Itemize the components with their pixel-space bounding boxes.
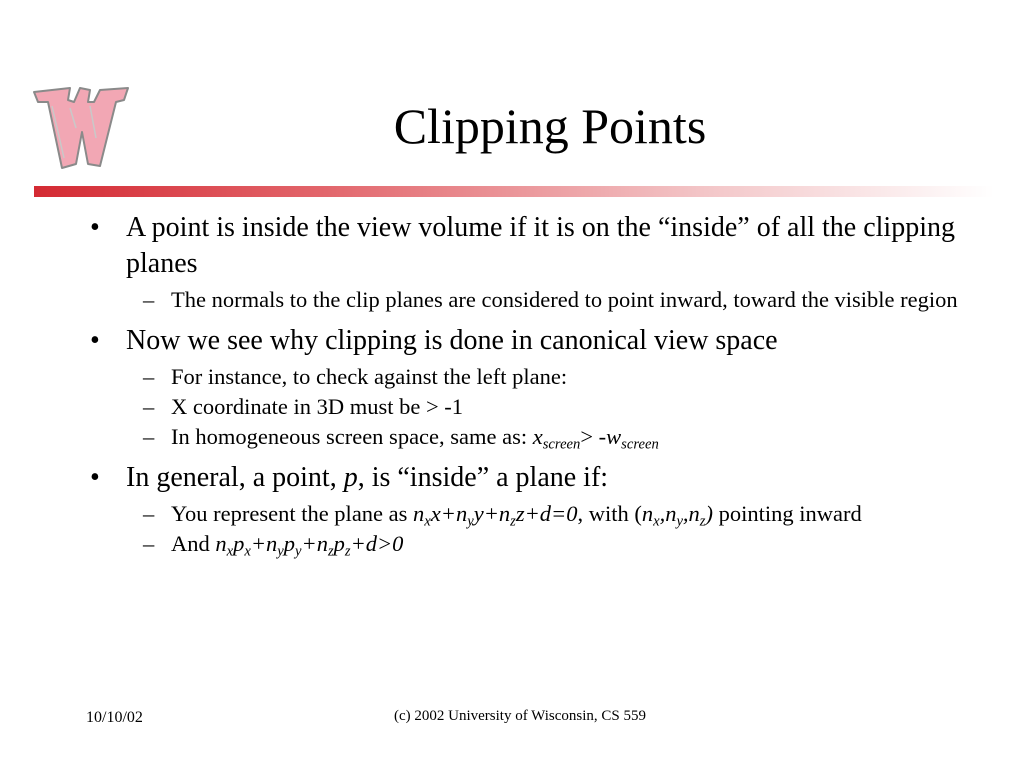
bullet-marker: • [90, 212, 100, 243]
dash-marker: – [143, 531, 155, 556]
w-logo-icon [30, 78, 130, 178]
dash-marker: – [143, 424, 155, 449]
bullet-3-text: In general, a point, p, is “inside” a plane if: [126, 462, 609, 493]
bullet-2-sub-2-text: X coordinate in 3D must be > -1 [171, 394, 464, 419]
bullet-marker: • [90, 462, 100, 493]
bullet-1 [90, 210, 970, 282]
title-divider [34, 186, 994, 197]
bullet-marker: • [90, 325, 100, 356]
dash-marker: – [143, 287, 155, 312]
dash-marker: – [143, 364, 155, 389]
bullet-1-sub-1-text: The normals to the clip planes are considered to point inward, toward the visible region [171, 287, 958, 312]
inside-test-text: And $n_xp_x+n_yp_y+n_zp_z+d>0$ [171, 531, 404, 560]
bullet-2-sub-3 [90, 422, 970, 452]
bullet-1-sub-1 [90, 285, 970, 315]
bullet-2-sub-1-text: For instance, to check against the left plane: [171, 364, 568, 389]
footer-copyright: (c) 2002 University of Wisconsin, CS 559 [393, 708, 647, 724]
bullet-2-sub-2 [90, 392, 970, 422]
plane-equation-text: You represent the plane as $n_xx+n_yy+n_zz+d=0$, with $(n_x,n_y,n_z)$ pointing inward [171, 501, 862, 530]
bullet-3-sub-2 [90, 529, 970, 559]
university-logo [30, 78, 130, 178]
bullet-2-sub-3-text: In homogeneous screen space, same as: $x_{screen}> -w_{screen}$ [171, 424, 659, 453]
bullet-3 [90, 460, 970, 496]
dash-marker: – [143, 501, 155, 526]
bullet-1-text: A point is inside the view volume if it is on the “inside” of all the clipping planes [126, 212, 955, 279]
slide-body [90, 208, 970, 559]
footer-date: 10/10/02 [86, 709, 143, 726]
bullet-2 [90, 323, 970, 359]
slide-title: Clipping Points [393, 98, 707, 154]
bullet-2-sub-1 [90, 362, 970, 392]
dash-marker: – [143, 394, 155, 419]
bullet-2-text: Now we see why clipping is done in canonical view space [126, 325, 778, 356]
bullet-3-sub-1 [90, 499, 970, 529]
